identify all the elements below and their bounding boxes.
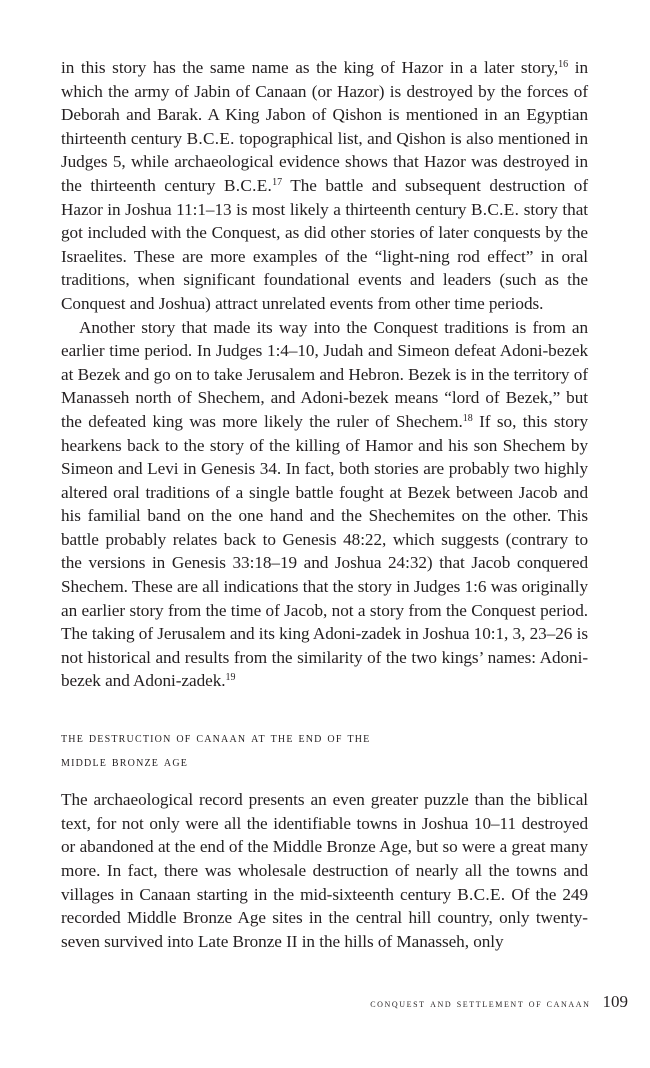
footnote-ref-16[interactable]: 16 (558, 59, 569, 70)
page-number: 109 (602, 992, 628, 1011)
era-abbrev: B.C.E. (457, 884, 506, 904)
era-abbrev: B.C.E. (186, 128, 235, 148)
page-body (61, 56, 588, 953)
section-heading-line-2: middle bronze age (61, 753, 189, 770)
section-heading-line-1: the destruction of canaan at the end of the (61, 730, 371, 747)
text-run: The archaeological record presents an even greater puzzle than the biblical text, for not only were all the identifiable towns in Joshua 10–11 destroyed or abandoned at the end of the Middle Bronze Age, but so were a great many more. In fact, there was wholesale destruction of nearly all the towns and villages in Canaan starting in the mid-sixteenth century (61, 790, 588, 904)
text-run: Of the 249 recorded Middle Bronze Age sites in the central hill country, only twenty-seven survived into Late Bronze II in the hills of Manasseh, only (61, 884, 588, 951)
era-abbrev: B.C.E. (471, 199, 520, 219)
running-head: conquest and settlement of canaan (370, 998, 591, 1010)
footnote-ref-18[interactable]: 18 (462, 412, 473, 424)
text-run: Another story that made its way into the Conquest traditions is from an earlier time period. In Judges 1:4–10, Judah and Simeon defeat Adoni-bezek at Bezek and go on to take Jerusalem and Hebron. Bezek is in the territory of Manasseh north of Shechem, and Adoni-bezek means “lord of Bezek,” but the defeated king was more likely the ruler of Shechem. (61, 317, 588, 431)
text-run: story that got included with the Conquest, as did other stories of later conquests by the Israelites. These are more examples of the “light-ning rod effect” in oral traditions, when significant foundational events and leaders (such as the Conquest and Joshua) attract unrelated events from other time periods. (61, 199, 588, 313)
text-run: If so, this story hearkens back to the story of the killing of Hamor and his son Shechem by Simeon and Levi in Genesis 34. In fact, both stories are probably two highly altered oral traditions of a single battle fought at Bezek between Jacob and his familial band on the one hand and the Shechemites on the other. This battle probably relates back to Genesis 48:22, which suggests (contrary to the versions in Genesis 33:18–19 and Joshua 24:32) that Jacob conquered Shechem. These are all indications that the story in Judges 1:6 was originally an earlier story from the time of Jacob, not a story from the Conquest period. The taking of Jerusalem and its king Adoni-zadek in Joshua 10:1, 3, 23–26 is not historical and results from the similarity of the two kings’ names: Adoni-bezek and Adoni-zadek. (61, 411, 588, 691)
section-heading (61, 727, 588, 774)
text-run: in which the army of Jabin of Canaan (or Hazor) is destroyed by the forces of Deborah and Barak. A King Jabon of Qishon is mentioned in an Egyptian thirteenth century (61, 58, 588, 148)
footnote-ref-17[interactable]: 17 (272, 176, 283, 188)
footnote-ref-19[interactable]: 19 (225, 672, 236, 684)
paragraph-1 (61, 56, 588, 316)
era-abbrev: B.C.E. (224, 175, 273, 195)
paragraph-3 (61, 788, 588, 953)
paragraph-2 (61, 316, 588, 694)
text-run: in this story has the same name as the king of Hazor in a later story, (61, 58, 559, 77)
text-run: The battle and subsequent destruction of Hazor in Joshua 11:1–13 is most likely a thirteenth century (61, 175, 588, 219)
text-run: topographical list, and Qishon is also mentioned in Judges 5, while archaeological evidence shows that Hazor was destroyed in the thirteenth century (61, 128, 588, 195)
page-footer (0, 992, 628, 1012)
